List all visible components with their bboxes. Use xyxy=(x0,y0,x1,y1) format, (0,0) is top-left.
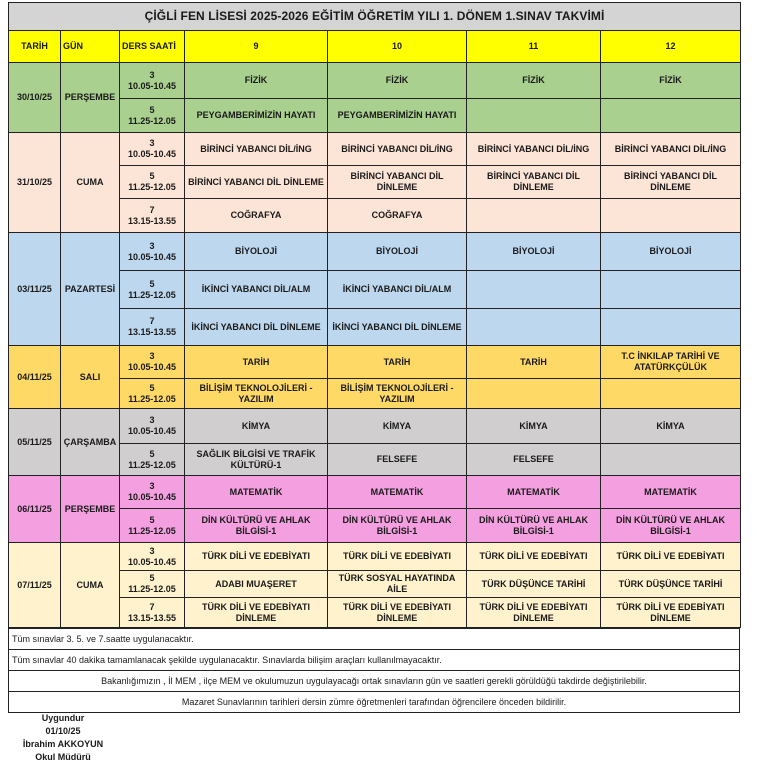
exam-subject-grade-12: TÜRK DİLİ VE EDEBİYATI DİNLEME xyxy=(601,598,741,628)
exam-subject-grade-11: MATEMATİK xyxy=(467,476,601,509)
period-cell xyxy=(120,346,185,379)
period-cell xyxy=(120,166,185,199)
period-time: 11.25-12.05 xyxy=(128,393,176,404)
note-4: Mazaret Sunavlarının tarihleri dersin zümre öğretmenleri tarafından öğrencilere önceden bildirilir. xyxy=(9,692,740,713)
exam-date: 06/11/25 xyxy=(9,476,61,543)
notes-table xyxy=(8,628,740,713)
period-time: 10.05-10.45 xyxy=(127,149,177,159)
exam-subject-grade-12 xyxy=(601,379,741,409)
exam-day: SALI xyxy=(61,346,120,409)
exam-subject-grade-11: FELSEFE xyxy=(467,444,601,476)
header-date: TARİH xyxy=(9,31,61,63)
exam-subject-grade-9: ADABI MUAŞERET xyxy=(185,571,328,598)
schedule-row xyxy=(9,476,741,509)
period-number: 5 xyxy=(149,514,155,525)
exam-subject-grade-12 xyxy=(601,199,741,233)
period-number: 7 xyxy=(149,316,155,326)
exam-subject-grade-9: COĞRAFYA xyxy=(185,199,328,233)
approval-text: Uygundur xyxy=(41,713,85,723)
period-time: 13.15-13.55 xyxy=(127,327,177,337)
period-number: 5 xyxy=(149,573,155,583)
exam-subject-grade-11: TÜRK DİLİ VE EDEBİYATI DİNLEME xyxy=(467,598,601,628)
period-time: 10.05-10.45 xyxy=(127,362,177,372)
exam-subject-grade-9: BİLİŞİM TEKNOLOJİLERİ - YAZILIM xyxy=(185,379,328,409)
exam-subject-grade-11: TÜRK DÜŞÜNCE TARİHİ xyxy=(467,571,601,598)
schedule-title: ÇİĞLİ FEN LİSESİ 2025-2026 EĞİTİM ÖĞRETİM YILI 1. DÖNEM 1.SINAV TAKVİMİ xyxy=(9,3,741,31)
header-grade-11: 11 xyxy=(467,31,601,63)
exam-subject-grade-9: PEYGAMBERİMİZİN HAYATI xyxy=(185,99,328,133)
schedule-row xyxy=(9,346,741,379)
exam-subject-grade-12: T.C İNKILAP TARİHİ VE ATATÜRKÇÜLÜK xyxy=(601,346,741,379)
schedule-body xyxy=(9,63,741,628)
exam-subject-grade-12: BİYOLOJİ xyxy=(601,233,741,271)
exam-subject-grade-11 xyxy=(467,309,601,346)
period-time: 13.15-13.55 xyxy=(127,215,177,226)
schedule-row xyxy=(9,133,741,166)
period-cell xyxy=(120,476,185,509)
exam-subject-grade-12 xyxy=(601,271,741,309)
period-number: 3 xyxy=(149,415,155,425)
exam-subject-grade-10: BİYOLOJİ xyxy=(328,233,467,271)
period-cell xyxy=(120,543,185,571)
period-cell xyxy=(120,199,185,233)
schedule-row xyxy=(9,409,741,444)
period-cell xyxy=(120,63,185,99)
exam-subject-grade-12: KİMYA xyxy=(601,409,741,444)
header-grade-10: 10 xyxy=(328,31,467,63)
exam-subject-grade-11: TARİH xyxy=(467,346,601,379)
exam-subject-grade-11: TÜRK DİLİ VE EDEBİYATI xyxy=(467,543,601,571)
period-number: 3 xyxy=(149,481,155,491)
exam-subject-grade-11 xyxy=(467,199,601,233)
exam-subject-grade-9: TÜRK DİLİ VE EDEBİYATI DİNLEME xyxy=(185,598,328,628)
header-row xyxy=(9,31,741,63)
exam-subject-grade-10: FELSEFE xyxy=(328,444,467,476)
schedule-row xyxy=(9,63,741,99)
period-time: 11.25-12.05 xyxy=(128,525,176,536)
exam-subject-grade-12: BİRİNCİ YABANCI DİL DİNLEME xyxy=(601,166,741,199)
note-3: Bakanlığımızın , İl MEM , ilçe MEM ve okulumuzun uygulayacağı ortak sınavların gün ve saatleri gerekli görüldüğü takdirde değiştirilebilir. xyxy=(9,671,740,692)
exam-day: CUMA xyxy=(61,133,120,233)
exam-subject-grade-10: BİRİNCİ YABANCI DİL DİNLEME xyxy=(328,166,467,199)
exam-subject-grade-12: FİZİK xyxy=(601,63,741,99)
period-cell xyxy=(120,233,185,271)
exam-subject-grade-9: TARİH xyxy=(185,346,328,379)
exam-subject-grade-9: DİN KÜLTÜRÜ VE AHLAK BİLGİSİ-1 xyxy=(185,509,328,543)
exam-subject-grade-12 xyxy=(601,99,741,133)
principal-name: İbrahim AKKOYUN xyxy=(22,739,104,749)
period-cell xyxy=(120,509,185,543)
period-time: 11.25-12.05 xyxy=(128,182,176,192)
period-cell xyxy=(120,571,185,598)
signature-block xyxy=(8,712,118,764)
period-time: 10.05-10.45 xyxy=(127,251,177,262)
exam-subject-grade-9: KİMYA xyxy=(185,409,328,444)
exam-date: 05/11/25 xyxy=(9,409,61,476)
period-number: 5 xyxy=(149,171,155,181)
header-day: GÜN xyxy=(61,31,120,63)
exam-schedule-document xyxy=(8,2,740,713)
exam-subject-grade-12: TÜRK DİLİ VE EDEBİYATI xyxy=(601,543,741,571)
period-cell xyxy=(120,99,185,133)
exam-subject-grade-11 xyxy=(467,99,601,133)
period-time: 11.25-12.05 xyxy=(128,289,176,300)
exam-subject-grade-9: BİRİNCİ YABANCI DİL/İNG xyxy=(185,133,328,166)
exam-subject-grade-9: FİZİK xyxy=(185,63,328,99)
period-cell xyxy=(120,379,185,409)
exam-subject-grade-9: MATEMATİK xyxy=(185,476,328,509)
period-number: 5 xyxy=(149,104,155,115)
exam-date: 31/10/25 xyxy=(9,133,61,233)
schedule-row xyxy=(9,233,741,271)
exam-date: 30/10/25 xyxy=(9,63,61,133)
exam-subject-grade-11: KİMYA xyxy=(467,409,601,444)
period-time: 13.15-13.55 xyxy=(127,612,177,623)
exam-subject-grade-9: İKİNCİ YABANCI DİL/ALM xyxy=(185,271,328,309)
approval-date: 01/10/25 xyxy=(45,726,81,736)
exam-subject-grade-10: İKİNCİ YABANCI DİL/ALM xyxy=(328,271,467,309)
period-cell xyxy=(120,133,185,166)
exam-subject-grade-10: İKİNCİ YABANCI DİL DİNLEME xyxy=(328,309,467,346)
period-number: 3 xyxy=(149,69,155,80)
principal-role: Okul Müdürü xyxy=(35,752,91,762)
exam-subject-grade-10: FİZİK xyxy=(328,63,467,99)
exam-day: PERŞEMBE xyxy=(61,63,120,133)
exam-subject-grade-10: KİMYA xyxy=(328,409,467,444)
note-1: Tüm sınavlar 3. 5. ve 7.saatte uygulanacaktır. xyxy=(9,629,740,650)
exam-subject-grade-10: BİRİNCİ YABANCI DİL/İNG xyxy=(328,133,467,166)
exam-day: PAZARTESİ xyxy=(61,233,120,346)
exam-date: 04/11/25 xyxy=(9,346,61,409)
note-2: Tüm sınavlar 40 dakika tamamlanacak şekilde uygulanacaktır. Sınavlarda bilişim araçları kullanılmayacaktır. xyxy=(9,650,740,671)
exam-subject-grade-10: PEYGAMBERİMİZİN HAYATI xyxy=(328,99,467,133)
exam-subject-grade-11 xyxy=(467,379,601,409)
period-number: 5 xyxy=(149,382,155,393)
exam-subject-grade-11: DİN KÜLTÜRÜ VE AHLAK BİLGİSİ-1 xyxy=(467,509,601,543)
period-time: 11.25-12.05 xyxy=(128,115,176,126)
exam-subject-grade-12: BİRİNCİ YABANCI DİL/İNG xyxy=(601,133,741,166)
exam-subject-grade-9: TÜRK DİLİ VE EDEBİYATI xyxy=(185,543,328,571)
period-time: 11.25-12.05 xyxy=(128,584,176,594)
exam-subject-grade-9: İKİNCİ YABANCI DİL DİNLEME xyxy=(185,309,328,346)
exam-subject-grade-11 xyxy=(467,271,601,309)
period-number: 5 xyxy=(149,278,155,289)
exam-day: ÇARŞAMBA xyxy=(61,409,120,476)
period-number: 7 xyxy=(149,204,155,215)
period-time: 11.25-12.05 xyxy=(128,459,176,470)
exam-subject-grade-10: TÜRK SOSYAL HAYATINDA AİLE xyxy=(328,571,467,598)
exam-subject-grade-10: DİN KÜLTÜRÜ VE AHLAK BİLGİSİ-1 xyxy=(328,509,467,543)
exam-subject-grade-10: TARİH xyxy=(328,346,467,379)
period-cell xyxy=(120,598,185,628)
exam-subject-grade-9: BİRİNCİ YABANCI DİL DİNLEME xyxy=(185,166,328,199)
period-time: 10.05-10.45 xyxy=(127,492,177,502)
period-cell xyxy=(120,409,185,444)
period-number: 3 xyxy=(149,138,155,148)
period-number: 5 xyxy=(149,448,155,459)
schedule-row xyxy=(9,543,741,571)
exam-subject-grade-10: TÜRK DİLİ VE EDEBİYATI DİNLEME xyxy=(328,598,467,628)
header-grade-12: 12 xyxy=(601,31,741,63)
exam-subject-grade-10: BİLİŞİM TEKNOLOJİLERİ - YAZILIM xyxy=(328,379,467,409)
period-cell xyxy=(120,271,185,309)
period-number: 7 xyxy=(149,601,155,612)
period-number: 3 xyxy=(149,240,155,251)
exam-subject-grade-10: MATEMATİK xyxy=(328,476,467,509)
exam-subject-grade-11: BİRİNCİ YABANCI DİL DİNLEME xyxy=(467,166,601,199)
exam-subject-grade-9: SAĞLIK BİLGİSİ VE TRAFİK KÜLTÜRÜ-1 xyxy=(185,444,328,476)
exam-schedule-table xyxy=(8,2,741,628)
exam-date: 07/11/25 xyxy=(9,543,61,628)
exam-subject-grade-11: BİYOLOJİ xyxy=(467,233,601,271)
exam-day: PERŞEMBE xyxy=(61,476,120,543)
period-time: 10.05-10.45 xyxy=(127,426,177,436)
period-time: 10.05-10.45 xyxy=(127,80,177,91)
exam-subject-grade-10: COĞRAFYA xyxy=(328,199,467,233)
exam-subject-grade-12 xyxy=(601,309,741,346)
period-cell xyxy=(120,444,185,476)
exam-day: CUMA xyxy=(61,543,120,628)
period-number: 3 xyxy=(149,351,155,361)
header-period: DERS SAATİ xyxy=(120,31,185,63)
exam-subject-grade-12: TÜRK DÜŞÜNCE TARİHİ xyxy=(601,571,741,598)
exam-subject-grade-12: MATEMATİK xyxy=(601,476,741,509)
period-number: 3 xyxy=(149,545,155,556)
exam-subject-grade-9: BİYOLOJİ xyxy=(185,233,328,271)
period-cell xyxy=(120,309,185,346)
header-grade-9: 9 xyxy=(185,31,328,63)
exam-subject-grade-12: DİN KÜLTÜRÜ VE AHLAK BİLGİSİ-1 xyxy=(601,509,741,543)
exam-subject-grade-12 xyxy=(601,444,741,476)
exam-subject-grade-11: BİRİNCİ YABANCI DİL/İNG xyxy=(467,133,601,166)
exam-date: 03/11/25 xyxy=(9,233,61,346)
exam-subject-grade-11: FİZİK xyxy=(467,63,601,99)
exam-subject-grade-10: TÜRK DİLİ VE EDEBİYATI xyxy=(328,543,467,571)
period-time: 10.05-10.45 xyxy=(127,556,177,567)
